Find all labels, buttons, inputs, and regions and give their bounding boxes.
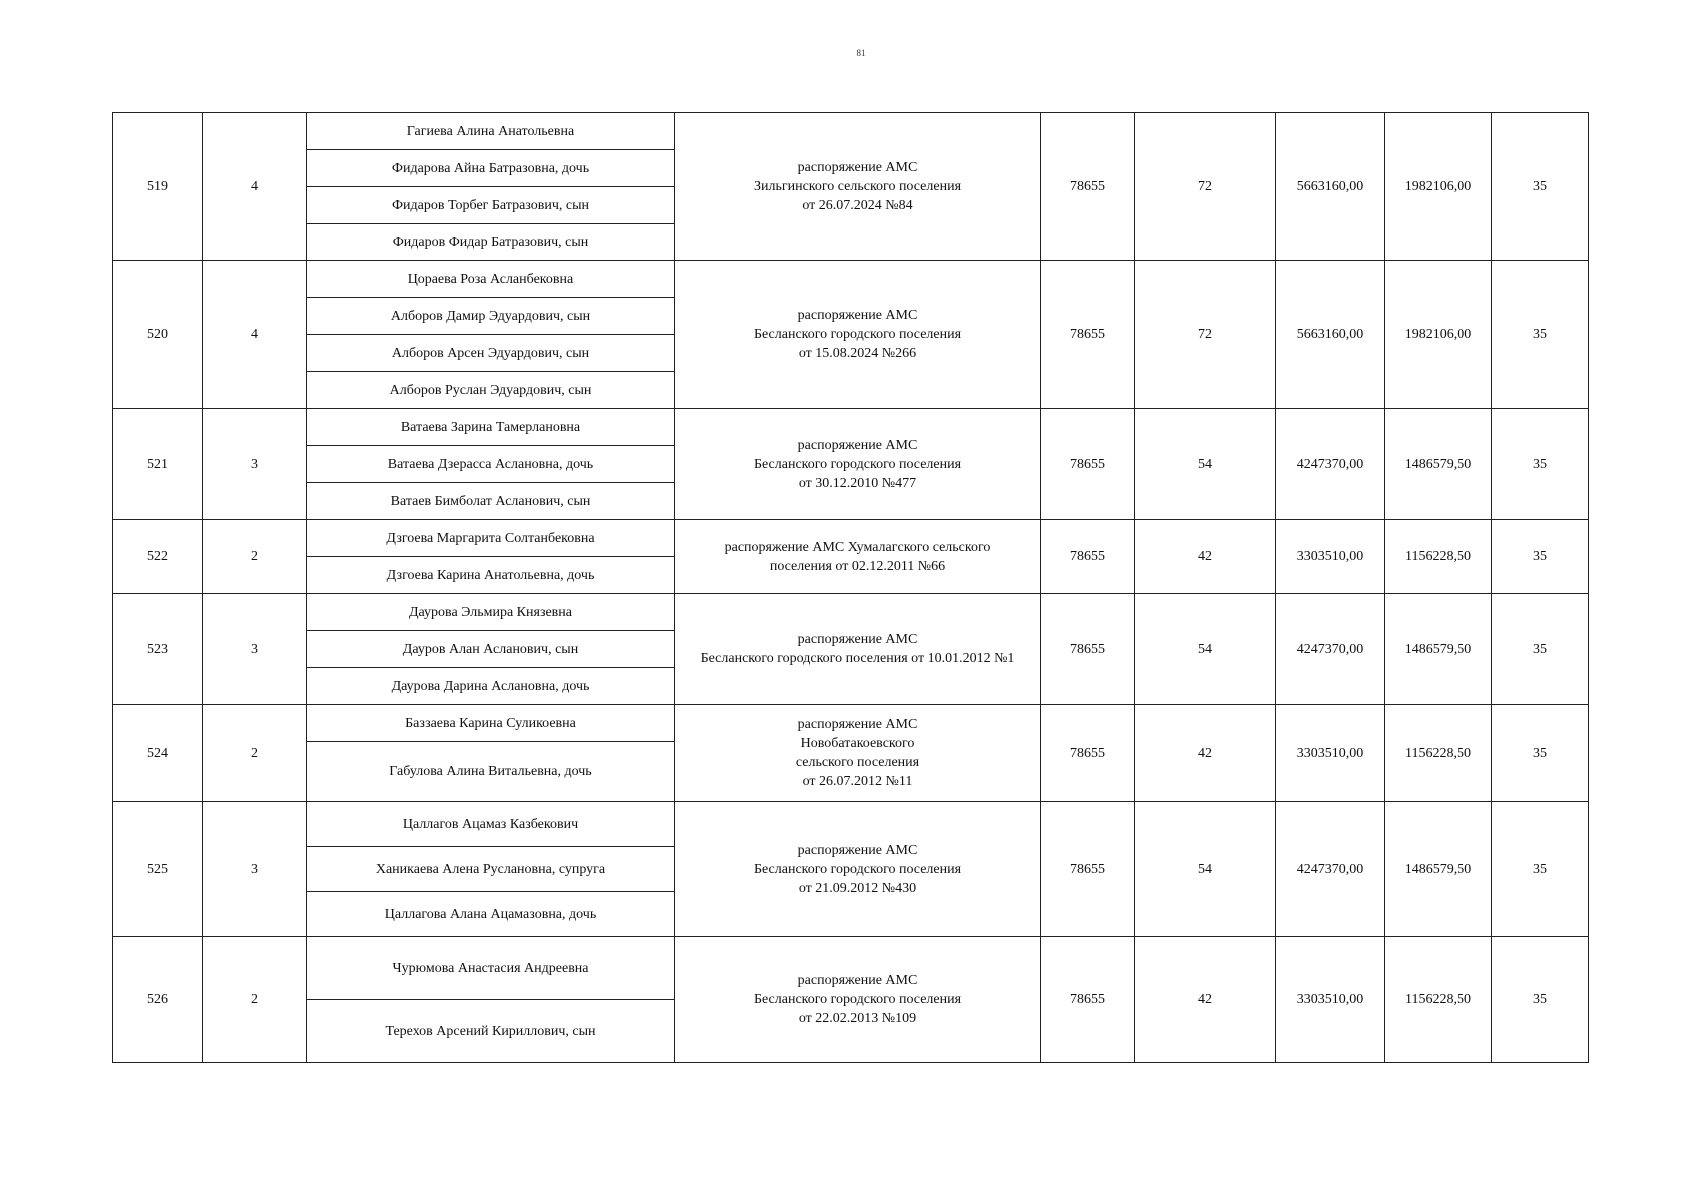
decision-document-line: Бесланского городского поселения [753, 992, 962, 1007]
norm-cost: 78655 [1041, 520, 1135, 594]
decision-document-line: распоряжение АМС [797, 973, 918, 988]
decision-document [675, 261, 1041, 409]
decision-document-line: от 15.08.2024 №266 [798, 346, 917, 361]
record-row [113, 705, 1589, 742]
payment-percent: 35 [1492, 937, 1589, 1063]
payment-percent: 35 [1492, 113, 1589, 261]
decision-document-line: Бесланского городского поселения [753, 456, 962, 472]
norm-cost: 78655 [1041, 409, 1135, 520]
member-name: Ватаева Дзерасса Аслановна, дочь [307, 446, 675, 483]
member-name: Ханикаева Алена Руслановна, супруга [307, 847, 675, 892]
total-cost: 4247370,00 [1276, 594, 1385, 705]
total-cost: 4247370,00 [1276, 409, 1385, 520]
family-size: 2 [203, 520, 307, 594]
member-name: Цаллагова Алана Ацамазовна, дочь [307, 892, 675, 937]
member-name: Фидарова Айна Батразовна, дочь [307, 150, 675, 187]
norm-cost: 78655 [1041, 705, 1135, 802]
decision-document [675, 937, 1041, 1063]
norm-cost: 78655 [1041, 802, 1135, 937]
decision-document-line: от 21.09.2012 №430 [798, 880, 917, 896]
norm-cost: 78655 [1041, 594, 1135, 705]
decision-document-line: Бесланского городского поселения [753, 861, 962, 877]
member-name: Дауров Алан Асланович, сын [307, 631, 675, 668]
member-name: Ватаев Бимболат Асланович, сын [307, 483, 675, 520]
record-row [113, 261, 1589, 298]
member-name: Даурова Эльмира Князевна [307, 594, 675, 631]
decision-document [675, 113, 1041, 261]
decision-document-line: Новобатакоевского [800, 736, 915, 751]
member-name: Цораева Роза Асланбековна [307, 261, 675, 298]
norm-cost: 78655 [1041, 261, 1135, 409]
member-name: Ватаева Зарина Тамерлановна [307, 409, 675, 446]
total-cost: 4247370,00 [1276, 802, 1385, 937]
record-number: 526 [113, 937, 203, 1063]
record-number: 521 [113, 409, 203, 520]
decision-document-line: распоряжение АМС [797, 437, 918, 453]
total-cost: 5663160,00 [1276, 113, 1385, 261]
registry-table [112, 112, 1589, 1063]
member-name: Фидаров Торбег Батразович, сын [307, 187, 675, 224]
record-number: 519 [113, 113, 203, 261]
decision-document [675, 802, 1041, 937]
registry-table-body [113, 113, 1589, 1063]
decision-document-line: поселения от 02.12.2011 №66 [769, 558, 946, 574]
housing-area: 72 [1135, 261, 1276, 409]
payment-amount: 1982106,00 [1385, 261, 1492, 409]
housing-area: 54 [1135, 409, 1276, 520]
decision-document-line: Зильгинского сельского поселения [753, 179, 962, 194]
family-size: 3 [203, 594, 307, 705]
member-name: Фидаров Фидар Батразович, сын [307, 224, 675, 261]
family-size: 2 [203, 705, 307, 802]
record-number: 525 [113, 802, 203, 937]
page-number: 81 [856, 48, 866, 58]
total-cost: 3303510,00 [1276, 520, 1385, 594]
housing-area: 72 [1135, 113, 1276, 261]
record-row [113, 409, 1589, 446]
family-size: 4 [203, 113, 307, 261]
decision-document-line: распоряжение АМС Хумалагского сельского [724, 539, 991, 555]
payment-percent: 35 [1492, 520, 1589, 594]
family-size: 2 [203, 937, 307, 1063]
member-name: Даурова Дарина Аслановна, дочь [307, 668, 675, 705]
record-row [113, 937, 1589, 1000]
record-number: 522 [113, 520, 203, 594]
housing-area: 54 [1135, 802, 1276, 937]
decision-document-line: распоряжение АМС [797, 632, 918, 647]
member-name: Алборов Руслан Эдуардович, сын [307, 372, 675, 409]
payment-amount: 1156228,50 [1385, 705, 1492, 802]
decision-document-line: от 26.07.2024 №84 [802, 198, 913, 213]
member-name: Дзгоева Маргарита Солтанбековна [307, 520, 675, 557]
member-name: Цаллагов Ацамаз Казбекович [307, 802, 675, 847]
member-name: Чурюмова Анастасия Андреевна [307, 937, 675, 1000]
decision-document-line: сельского поселения [795, 755, 920, 770]
decision-document [675, 520, 1041, 594]
member-name: Дзгоева Карина Анатольевна, дочь [307, 557, 675, 594]
total-cost: 3303510,00 [1276, 705, 1385, 802]
decision-document-line: Бесланского городского поселения [753, 327, 962, 342]
payment-amount: 1486579,50 [1385, 409, 1492, 520]
record-number: 520 [113, 261, 203, 409]
decision-document-line: распоряжение АМС [797, 717, 918, 732]
decision-document-line: распоряжение АМС [797, 160, 918, 175]
decision-document-line: Бесланского городского поселения от 10.01.2012 №1 [700, 651, 1015, 666]
family-size: 3 [203, 409, 307, 520]
record-row [113, 113, 1589, 150]
payment-amount: 1156228,50 [1385, 520, 1492, 594]
decision-document-line: от 30.12.2010 №477 [798, 475, 917, 491]
member-name: Баззаева Карина Суликоевна [307, 705, 675, 742]
norm-cost: 78655 [1041, 113, 1135, 261]
decision-document-line: от 22.02.2013 №109 [798, 1011, 917, 1026]
payment-percent: 35 [1492, 261, 1589, 409]
record-number: 524 [113, 705, 203, 802]
record-row [113, 520, 1589, 557]
decision-document-line: от 26.07.2012 №11 [802, 774, 913, 789]
payment-percent: 35 [1492, 409, 1589, 520]
payment-amount: 1486579,50 [1385, 802, 1492, 937]
record-row [113, 802, 1589, 847]
record-number: 523 [113, 594, 203, 705]
housing-area: 42 [1135, 520, 1276, 594]
payment-amount: 1156228,50 [1385, 937, 1492, 1063]
member-name: Алборов Дамир Эдуардович, сын [307, 298, 675, 335]
member-name: Гагиева Алина Анатольевна [307, 113, 675, 150]
total-cost: 5663160,00 [1276, 261, 1385, 409]
norm-cost: 78655 [1041, 937, 1135, 1063]
family-size: 3 [203, 802, 307, 937]
record-row [113, 594, 1589, 631]
decision-document [675, 594, 1041, 705]
payment-amount: 1982106,00 [1385, 113, 1492, 261]
housing-area: 42 [1135, 937, 1276, 1063]
member-name: Терехов Арсений Кириллович, сын [307, 1000, 675, 1063]
housing-area: 54 [1135, 594, 1276, 705]
decision-document-line: распоряжение АМС [797, 308, 918, 323]
member-name: Алборов Арсен Эдуардович, сын [307, 335, 675, 372]
decision-document-line: распоряжение АМС [797, 842, 918, 858]
family-size: 4 [203, 261, 307, 409]
total-cost: 3303510,00 [1276, 937, 1385, 1063]
payment-percent: 35 [1492, 594, 1589, 705]
member-name: Габулова Алина Витальевна, дочь [307, 742, 675, 802]
payment-percent: 35 [1492, 705, 1589, 802]
decision-document [675, 705, 1041, 802]
payment-amount: 1486579,50 [1385, 594, 1492, 705]
housing-area: 42 [1135, 705, 1276, 802]
decision-document [675, 409, 1041, 520]
payment-percent: 35 [1492, 802, 1589, 937]
